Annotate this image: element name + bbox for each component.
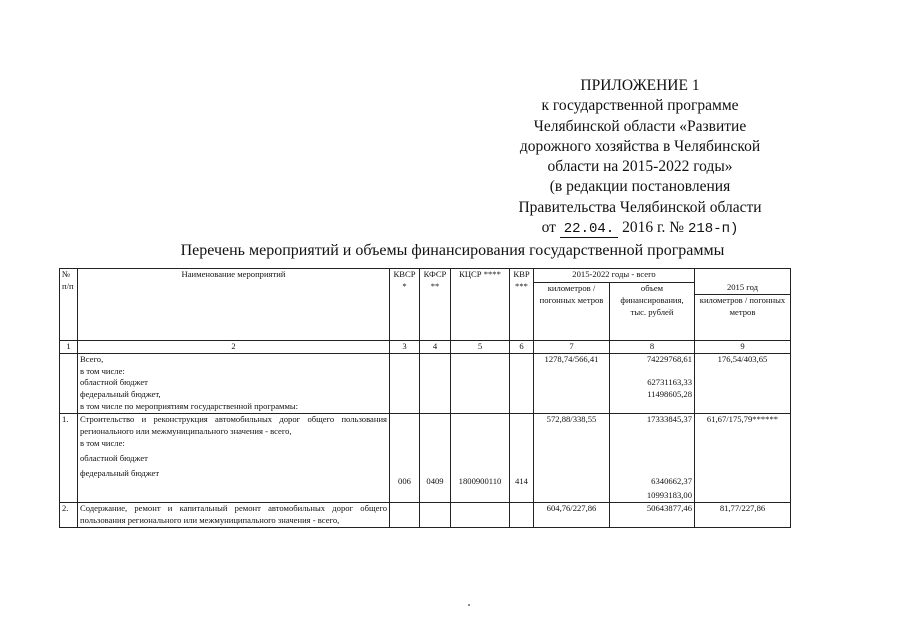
header-num: № п/п: [60, 269, 78, 341]
km-2015-value: 176,54/403,65: [717, 353, 768, 364]
column-number: 5: [451, 341, 510, 354]
kcsr-value: 1800900110: [458, 475, 502, 486]
row-num: 1.: [60, 413, 78, 502]
header-line: Челябинской области «Развитие: [533, 117, 747, 135]
row-kfsr: [420, 413, 451, 502]
document-title: Перечень мероприятий и объемы финансирования государственной программы: [180, 242, 725, 259]
row-line: федеральный бюджет,: [80, 389, 161, 400]
year-2015-label: 2015 год: [695, 282, 790, 295]
row-km-total: [534, 353, 610, 413]
row-financing: [610, 503, 695, 528]
header-kfsr: КФСР **: [420, 269, 451, 341]
header-kvr: КВР ***: [510, 269, 534, 341]
financing-value: 74229768,61: [646, 353, 692, 364]
km-2015-value: 61,67/175,79******: [706, 413, 779, 424]
header-km-2015: километров / погонных метров: [699, 295, 786, 317]
table-row-total: [60, 353, 791, 413]
kvsr-value: 006: [398, 475, 411, 486]
row-km-total: [534, 503, 610, 528]
row-num: [60, 353, 78, 413]
row-description: [78, 413, 390, 502]
column-number: 9: [695, 341, 791, 354]
header-line: к государственной программе: [541, 97, 739, 115]
table-row-measure-1: [60, 413, 791, 502]
row-line: областной бюджет: [80, 377, 148, 388]
header-financing: объем финансирования, тыс. рублей: [610, 283, 695, 341]
kvr-value: 414: [515, 475, 528, 486]
row-description: [78, 503, 390, 528]
row-kvr: [510, 413, 534, 502]
header-period-total: 2015-2022 годы - всего: [534, 269, 695, 283]
header-kcsr: КЦСР ****: [451, 269, 510, 341]
financing-value: [612, 401, 692, 413]
resolution-date-line: [500, 218, 780, 239]
header-km-total: километров / погонных метров: [534, 283, 610, 341]
date-prefix: от: [541, 219, 556, 237]
financing-value: 50643877,46: [646, 503, 692, 514]
row-line: областной бюджет: [80, 453, 148, 464]
row-line: федеральный бюджет: [80, 467, 160, 478]
row-km-2015: [695, 413, 791, 502]
kfsr-value: 0409: [426, 475, 444, 486]
row-description: [78, 353, 390, 413]
header-kvsr: КВСР *: [390, 269, 420, 341]
row-line: в том числе по мероприятиям государственной программы:: [80, 400, 299, 411]
column-number: 8: [610, 341, 695, 354]
row-financing: [610, 413, 695, 502]
appendix-title: ПРИЛОЖЕНИЕ 1: [580, 77, 700, 94]
financing-value: 10993183,00: [646, 490, 692, 501]
column-number: 4: [420, 341, 451, 354]
row-kcsr: [451, 413, 510, 502]
measures-table: [59, 268, 791, 528]
km-value: 572,88/338,55: [546, 413, 597, 424]
row-num: 2.: [60, 503, 78, 528]
row-line: в том числе:: [80, 438, 125, 449]
row-kvsr: [390, 413, 420, 502]
header-line: Правительства Челябинской области: [518, 198, 762, 216]
financing-value: 17333845,37: [646, 413, 692, 424]
row-km-2015: [695, 503, 791, 528]
financing-value: [612, 366, 692, 378]
column-number: 1: [60, 341, 78, 354]
header-line: области на 2015-2022 годы»: [547, 158, 733, 176]
measure-title: Строительство и реконструкция автомобильных дорог общего пользования регионального или межмуниципального значения - всего,: [80, 413, 387, 436]
row-km-total: [534, 413, 610, 502]
column-number: 7: [534, 341, 610, 354]
row-km-2015: [695, 353, 791, 413]
header-line: дорожного хозяйства в Челябинской: [519, 137, 761, 155]
row-line: в том числе:: [80, 365, 125, 376]
table-row-measure-2: [60, 503, 791, 528]
row-financing: [610, 353, 695, 413]
km-value: 604,76/227,86: [546, 503, 597, 514]
resolution-number: 218-п): [687, 221, 739, 238]
header-name: Наименование мероприятий: [78, 269, 390, 341]
header-year-2015: [695, 269, 791, 341]
date-year: 2016 г. №: [622, 219, 685, 237]
financing-value: 62731163,33: [647, 377, 692, 388]
financing-value: 6340662,37: [651, 475, 692, 486]
km-value: 1278,74/566,41: [544, 353, 599, 364]
appendix-header: [500, 76, 780, 239]
column-number: 6: [510, 341, 534, 354]
scan-speck: [468, 604, 470, 606]
km-2015-value: 81,77/227,86: [719, 503, 766, 514]
header-line: (в редакции постановления: [549, 178, 731, 196]
resolution-date: 22.04.: [560, 221, 618, 238]
row-line: Всего,: [80, 353, 104, 364]
column-number: 3: [390, 341, 420, 354]
column-number: 2: [78, 341, 390, 354]
measure-title: Содержание, ремонт и капитальный ремонт автомобильных дорог общего пользования регионального или межмуниципального значения - всего,: [80, 503, 387, 525]
financing-value: 11498605,28: [647, 389, 692, 400]
column-number-row: [60, 341, 791, 354]
